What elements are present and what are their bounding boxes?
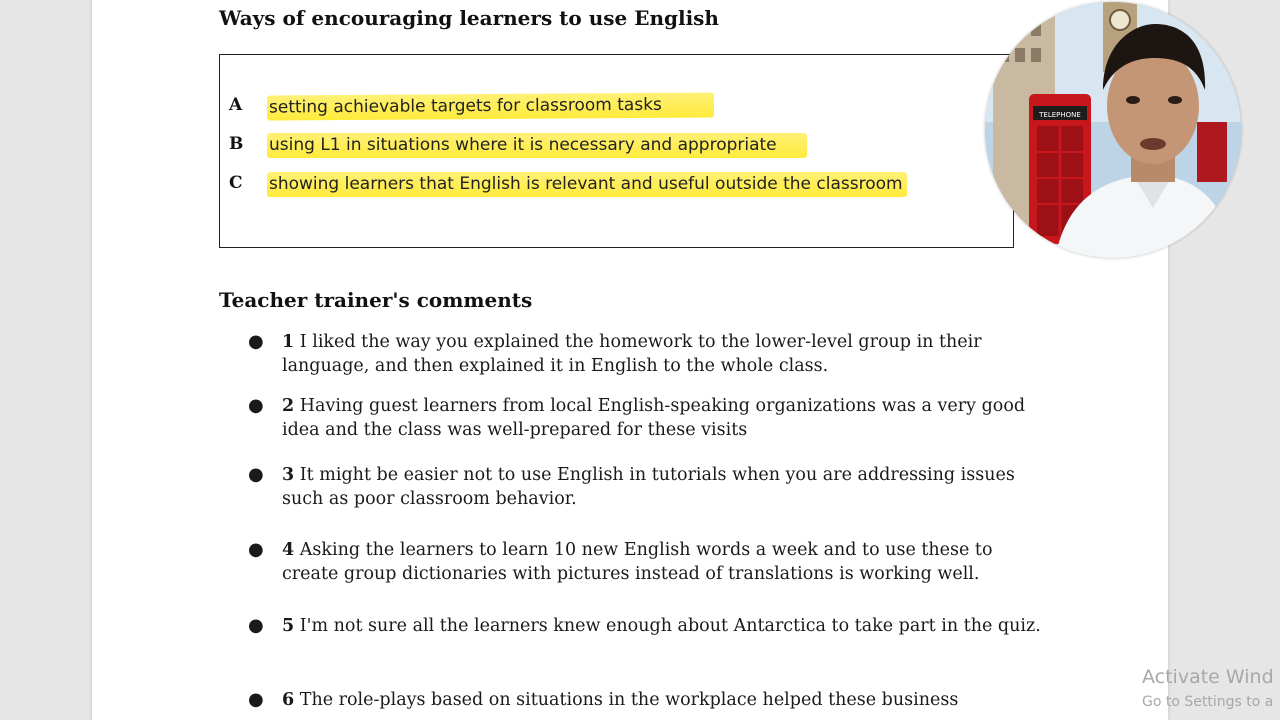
option-text-highlighted: setting achievable targets for classroom tasks (267, 92, 714, 120)
activate-windows-watermark: Activate Wind (1142, 666, 1274, 688)
comment-number: 3 (282, 465, 295, 485)
option-letter: A (229, 95, 243, 115)
comment-text: The role-plays based on situations in the workplace helped these business (299, 690, 959, 710)
bullet-icon: ● (248, 395, 264, 416)
webcam-overlay (985, 2, 1241, 258)
bullet-icon: ● (248, 539, 264, 560)
activate-windows-subtext: Go to Settings to a (1142, 694, 1274, 710)
option-text-highlighted: using L1 in situations where it is necessary and appropriate (267, 133, 807, 158)
option-letter: C (229, 173, 243, 193)
option-text-highlighted: showing learners that English is relevant and useful outside the classroom (267, 172, 907, 197)
section-title-comments: Teacher trainer's comments (219, 288, 533, 312)
comment-number: 5 (282, 616, 295, 636)
comment-number: 1 (282, 332, 295, 352)
comment-text: Asking the learners to learn 10 new English words a week and to use these to create group dictionaries with pictures instead of translations is working well. (282, 540, 993, 584)
comment-number: 6 (282, 690, 295, 710)
option-a (220, 93, 1013, 121)
comment-number: 2 (282, 396, 295, 416)
comment-text: I liked the way you explained the homework to the lower-level group in their language, and then explained it in English to the whole class. (282, 332, 982, 376)
section-title-ways: Ways of encouraging learners to use English (219, 6, 719, 30)
bullet-icon: ● (248, 331, 264, 352)
options-box (219, 54, 1014, 248)
bullet-icon: ● (248, 615, 264, 636)
bullet-icon: ● (248, 464, 264, 485)
presenter-video-frame (985, 2, 1241, 258)
option-letter: B (229, 134, 244, 154)
option-c (220, 171, 1013, 199)
comment-text: Having guest learners from local English-speaking organizations was a very good idea and the class was well-prepared for these visits (282, 396, 1026, 440)
bullet-icon: ● (248, 689, 264, 710)
comment-text: It might be easier not to use English in tutorials when you are addressing issues such as poor classroom behavior. (282, 465, 1015, 509)
comment-text: I'm not sure all the learners knew enough about Antarctica to take part in the quiz. (299, 616, 1041, 636)
option-b (220, 132, 1013, 160)
comment-number: 4 (282, 540, 295, 560)
telephone-sign: TELEPHONE (1039, 111, 1081, 119)
